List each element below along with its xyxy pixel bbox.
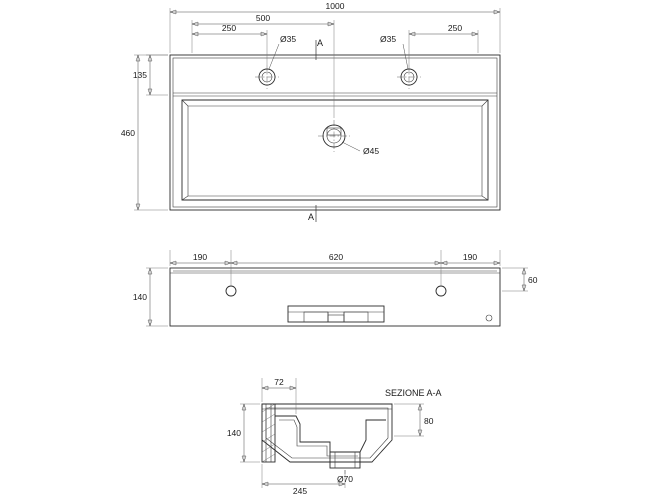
waste-leader-line	[342, 142, 360, 151]
bowl-corner-tl	[182, 100, 188, 106]
dim-back-depth: 135	[132, 70, 147, 80]
section-waste-label: Ø70	[336, 474, 354, 484]
bowl-rim-inner	[188, 106, 482, 196]
tap-right-leader	[403, 44, 408, 69]
section-mark-bottom-label: A	[308, 212, 315, 222]
dim-overall-width: 1000	[325, 1, 345, 11]
dim-front-height: 140	[132, 292, 147, 302]
bowl-corner-tr	[482, 100, 488, 106]
dim-section-height: 140	[226, 428, 241, 438]
bowl-rim-outer	[182, 100, 488, 200]
dim-half-width: 500	[255, 13, 271, 23]
section-mark-top-label: A	[317, 38, 324, 48]
dim-front-right-offset: 190	[462, 252, 478, 262]
waste-hole-label: Ø45	[363, 146, 380, 156]
dim-section-top-offset: 72	[274, 377, 284, 387]
section-title: SEZIONE A-A	[385, 388, 442, 398]
top-view	[121, 1, 500, 222]
front-overflow-hole	[486, 315, 492, 321]
front-outline	[170, 268, 500, 326]
basin-outline	[170, 55, 500, 210]
tap-hole-left	[255, 65, 279, 89]
tap-hole-left-label: Ø35	[280, 34, 297, 44]
waste-hole-top	[318, 120, 350, 152]
front-waste-detail	[288, 306, 384, 322]
section-view	[227, 377, 442, 496]
dim-overall-depth: 460	[120, 128, 135, 138]
section-waste-stub	[330, 452, 360, 468]
section-bowl-profile-inner	[279, 420, 358, 456]
bowl-corner-bl	[182, 196, 188, 200]
tap-hole-right-label: Ø35	[380, 34, 397, 44]
dim-section-bowl-depth: 80	[424, 416, 434, 426]
basin-outline-inner	[173, 58, 497, 207]
dim-left-offset: 250	[221, 23, 237, 33]
dim-section-overall-depth: 245	[292, 486, 308, 496]
tap-hole-right	[397, 65, 421, 89]
section-back-wall	[262, 404, 275, 462]
dim-right-offset: 250	[447, 23, 463, 33]
tap-left-leader	[269, 44, 279, 69]
dim-front-left-offset: 190	[192, 252, 208, 262]
front-view	[133, 250, 538, 326]
section-bowl-profile	[275, 416, 386, 452]
dim-front-center-span: 620	[328, 252, 344, 262]
front-tap-hole-right	[436, 286, 446, 296]
bowl-corner-br	[482, 196, 488, 200]
front-tap-hole-left	[226, 286, 236, 296]
dim-front-rim-height: 60	[528, 275, 538, 285]
